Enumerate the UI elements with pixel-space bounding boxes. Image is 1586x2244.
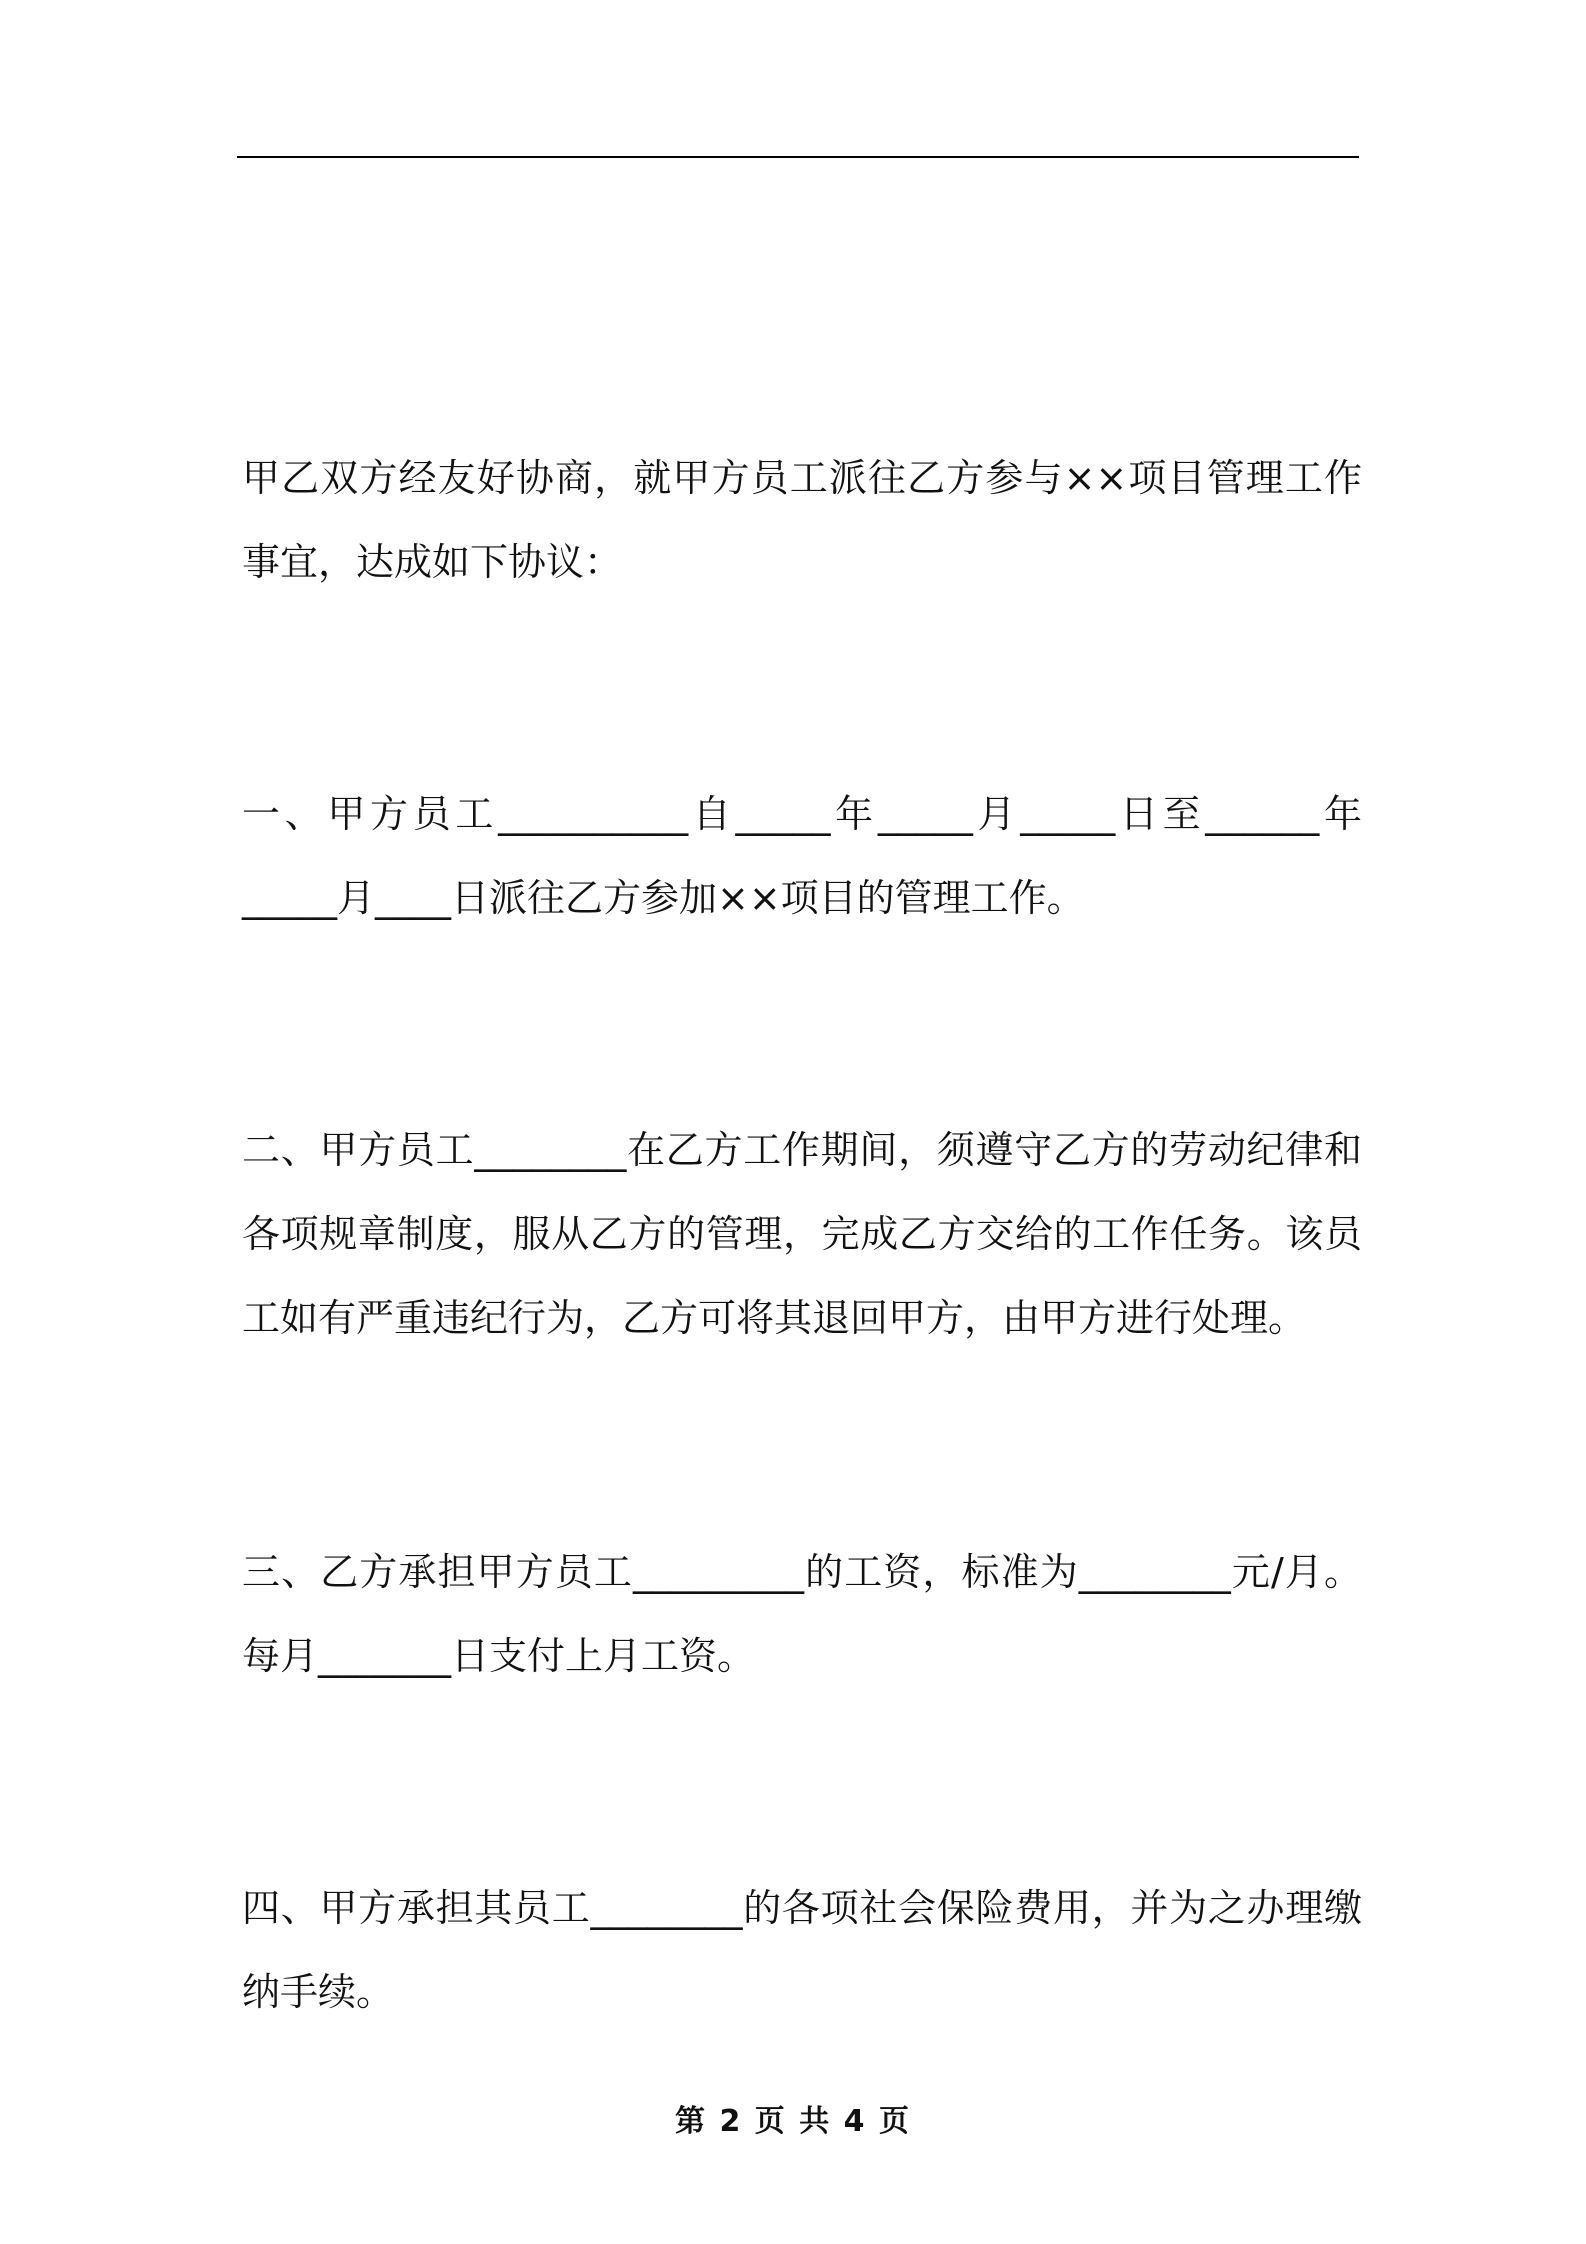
page-number: 第 2 页 共 4 页 xyxy=(675,2104,911,2139)
header-rule xyxy=(237,156,1359,158)
intro-paragraph: 甲乙双方经友好协商，就甲方员工派往乙方参与××项目管理工作事宜，达成如下协议： xyxy=(242,456,1362,584)
clause-two: 二、甲方员工________在乙方工作期间，须遵守乙方的劳动纪律和各项规章制度，服从乙方的管理，完成乙方交给的工作任务。该员工如有严重违纪行为，乙方可将其退回甲方，由甲方进行处理。 xyxy=(242,1128,1362,1340)
clause-three: 三、乙方承担甲方员工_________的工资，标准为________元/月。每月_______日支付上月工资。 xyxy=(242,1550,1362,1678)
clause-four: 四、甲方承担其员工________的各项社会保险费用，并为之办理缴纳手续。 xyxy=(242,1886,1362,2014)
clause-one: 一、甲方员工__________自_____年_____月_____日至______年_____月____日派往乙方参加××项目的管理工作。 xyxy=(242,792,1362,920)
